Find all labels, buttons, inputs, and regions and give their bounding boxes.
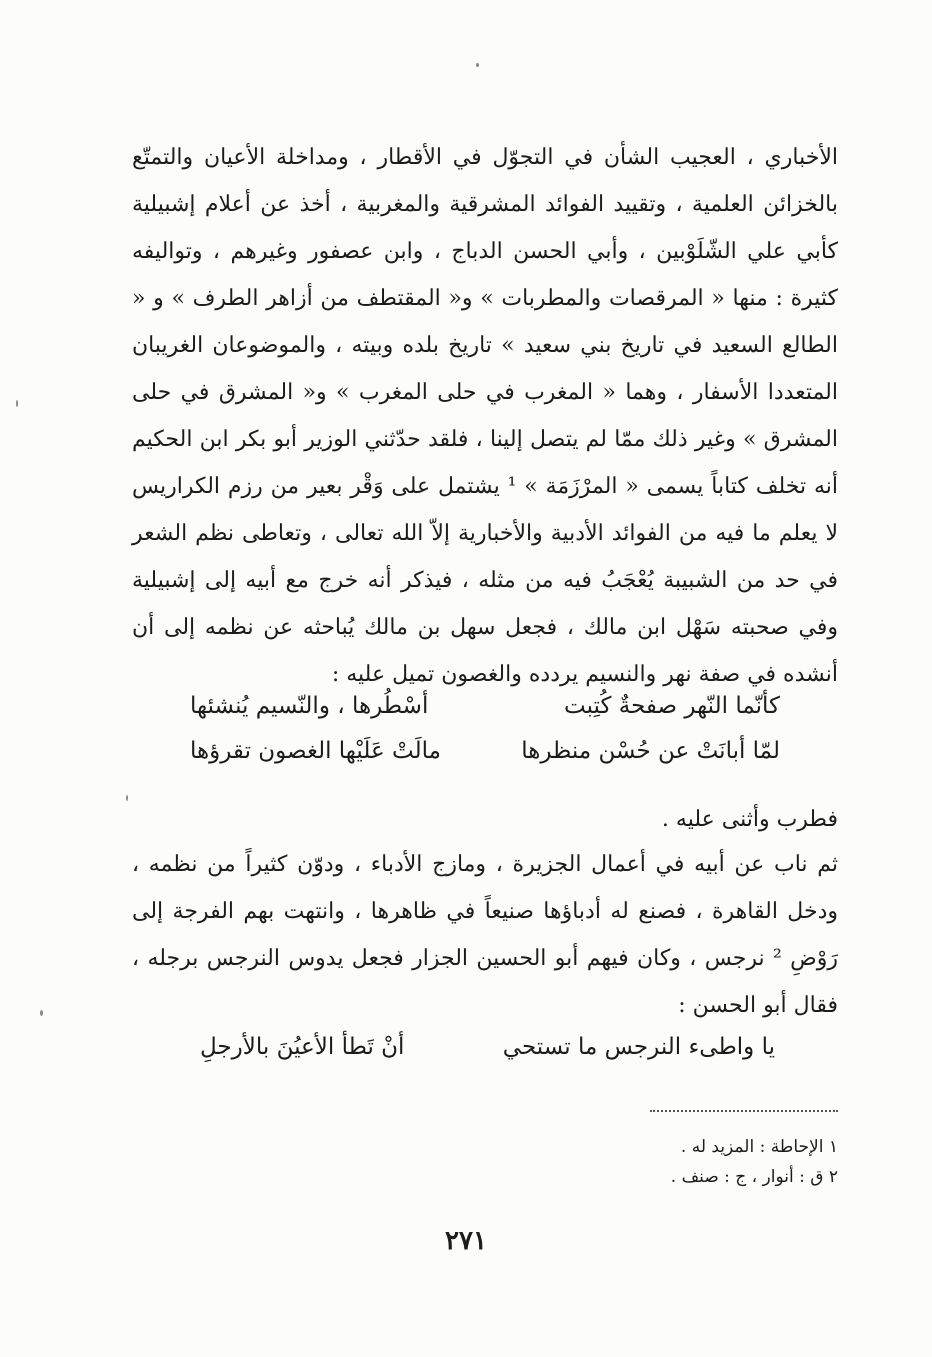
paragraph-text: الأخباري ، العجيب الشأن في التجوّل في الأقطار ، ومداخلة الأعيان والتمتّع بالخزائن العلمية ، وتقييد الفوائد المشرقية والمغربية ، أخذ عن أعلام إشبيلية كأبي علي الشّلَوْبين ، وأبي الحسن الدباج ، وابن عصفور وغيرهم ، وتواليفه كثيرة : منها « المرقصات والمطربات » و« المقتطف من أزاهر الطرف » و « الطالع السعيد في تاريخ بني سعيد » تاريخ بلده وبيته ، والموضوعان الغريبان المتعددا الأسفار ، وهما « المغرب في حلى المغرب » و« المشرق في حلى المشرق » وغير ذلك ممّا لم يتصل إلينا ، فلقد حدّثني الوزير أبو بكر ابن الحكيم أنه تخلف كتاباً يسمى « المرْزَمَة » ¹ يشتمل على وَقْر بعير من رزم الكراريس لا يعلم ما فيه من الفوائد الأدبية والأخبارية إلاّ الله تعالى ، وتعاطى نظم الشعر في حد من الشبيبة يُعْجَبُ فيه من مثله ، فيذكر أنه خرج مع أبيه إلى إشبيلية وفي صحبته سَهْل ابن مالك ، فجعل سهل بن مالك يُباحثه عن نظمه إلى أن أنشده في صفة نهر والنسيم يردده والغصون تميل عليه : <box>132 145 839 687</box>
verse-first-hemistich: كأنّما النّهر صفحةٌ كُتِبت <box>564 693 780 719</box>
verse-line <box>200 1025 775 1070</box>
main-paragraph <box>132 134 838 698</box>
verse-line <box>190 729 780 774</box>
footnote-1: ١ الإحاطة : المزيد له . <box>680 1137 838 1157</box>
verse-second-hemistich: أنْ تَطأ الأعيُنَ بالأرجلِ <box>200 1034 405 1060</box>
short-paragraph <box>132 796 838 843</box>
poem-stanza <box>200 1025 775 1070</box>
scan-speck <box>16 400 18 407</box>
verse-line <box>190 684 780 729</box>
footnote-divider <box>650 1110 838 1112</box>
paragraph-text: فطرب وأثنى عليه . <box>661 807 838 832</box>
footnotes <box>430 1132 838 1192</box>
scan-speck <box>126 795 128 801</box>
verse-first-hemistich: لمّا أبانَتْ عن حُسْن منظرها <box>521 738 780 764</box>
paragraph-text: ثم ناب عن أبيه في أعمال الجزيرة ، ومازج الأدباء ، ودوّن كثيراً من نظمه ، ودخل القاهرة ، فصنع له أدباؤها صنيعاً في ظاهرها ، وانتهت بهم الفرجة إلى رَوْضِ ² نرجس ، وكان فيهم أبو الحسين الجزار فجعل يدوس النرجس برجله ، فقال أبو الحسن : <box>132 852 839 1018</box>
page-number: ٢٧١ <box>445 1226 487 1256</box>
scan-speck <box>40 1010 43 1016</box>
verse-second-hemistich: مالَتْ عَلَيْها الغصون تقرؤها <box>190 738 441 764</box>
verse-second-hemistich: أسْطُرها ، والنّسيم يُنشئها <box>190 693 429 719</box>
verse-first-hemistich: يا واطىء النرجس ما تستحي <box>502 1034 775 1060</box>
footnote-2: ٢ ق : أنوار ، ج : صنف . <box>670 1167 838 1187</box>
scan-speck <box>476 63 479 67</box>
continuation-paragraph <box>132 841 838 1029</box>
poem-stanza <box>190 684 780 774</box>
